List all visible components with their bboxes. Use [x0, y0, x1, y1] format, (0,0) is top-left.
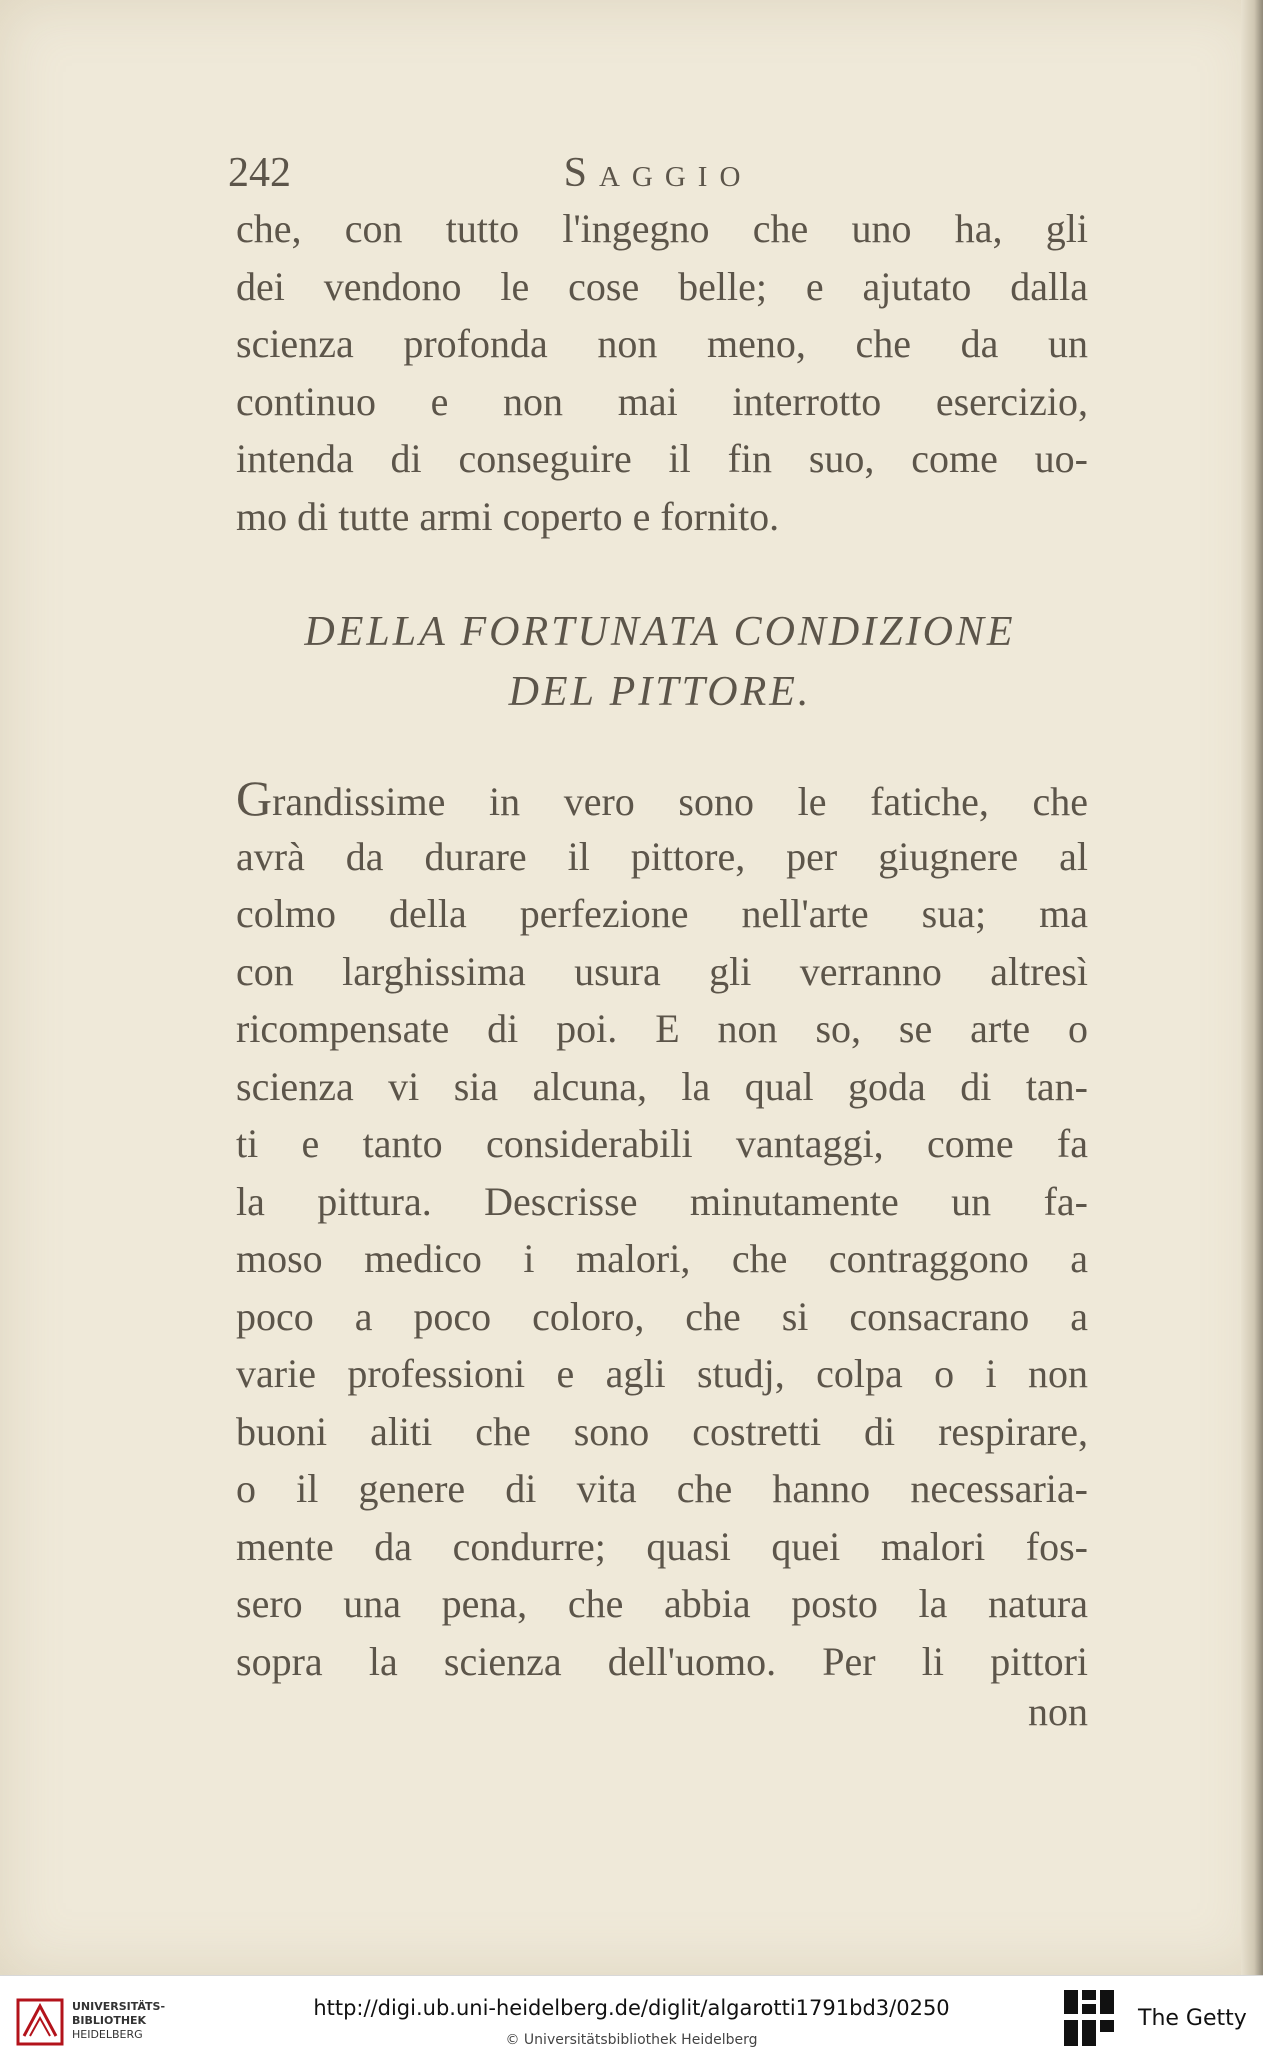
partner-name[interactable]: The Getty: [1138, 2006, 1247, 2031]
library-name-line: UNIVERSITÄTS-: [72, 2000, 166, 2013]
section-heading: [230, 602, 1090, 722]
text-line: ti e tanto considerabili vantaggi, come fa: [236, 1121, 1088, 1166]
text-line-first: [236, 770, 1088, 828]
text-line: avrà da durare il pittore, per giugnere al: [236, 833, 1088, 879]
text-line: la pittura. Descrisse minutamente un fa-: [236, 1178, 1088, 1224]
text-line: dei vendono le cose belle; e ajutato dalla: [236, 263, 1088, 309]
catchword: non: [1028, 1689, 1088, 1734]
text-line: varie professioni e agli studj, colpa o i non: [236, 1351, 1088, 1396]
page-header: [228, 148, 1088, 198]
text-line: o il genere di vita che hanno necessaria-: [236, 1466, 1088, 1511]
text-line: continuo e non mai interrotto esercizio,: [236, 378, 1088, 424]
text-line: con larghissima usura gli verranno altresì: [236, 948, 1088, 994]
text-line: mente da condurre; quasi quei malori fos-: [236, 1523, 1088, 1569]
page-number: 242: [228, 150, 291, 196]
heading-line: DEL PITTORE.: [508, 669, 812, 715]
heading-line: DELLA FORTUNATA CONDIZIONE: [304, 609, 1016, 655]
text-line: scienza vi sia alcuna, la qual goda di tan-: [236, 1063, 1088, 1109]
text-line: che, con tutto l'ingegno che uno ha, gli: [236, 206, 1088, 251]
getty-logo-icon: [1062, 1988, 1116, 2050]
text-line: buoni aliti che sono costretti di respirare,: [236, 1408, 1088, 1454]
text-line: mo di tutte armi coperto e fornito.: [236, 493, 780, 539]
text-line: colmo della perfezione nell'arte sua; ma: [236, 891, 1088, 936]
paragraph-continued: [236, 200, 1088, 545]
paragraph-main: [236, 770, 1088, 1690]
text-line: scienza profonda non meno, che da un: [236, 321, 1088, 366]
first-line-rest: randissime in vero sono le fatiche, che: [272, 779, 1088, 824]
drop-capital: G: [236, 770, 273, 826]
copyright-notice: © Universitätsbibliothek Heidelberg: [505, 2032, 758, 2048]
text-line: sero una pena, che abbia posto la natura: [236, 1581, 1088, 1626]
library-name-line: BIBLIOTHEK: [72, 2014, 147, 2027]
text-line: poco a poco coloro, che si consacrano a: [236, 1293, 1088, 1339]
library-name-line: HEIDELBERG: [72, 2028, 143, 2041]
text-line: moso medico i malori, che contraggono a: [236, 1236, 1088, 1281]
text-line: sopra la scienza dell'uomo. Per li pittori: [236, 1638, 1088, 1684]
text-line: ricompensate di poi. E non so, se arte o: [236, 1006, 1088, 1051]
permalink-url[interactable]: http://digi.ub.uni-heidelberg.de/diglit/algarotti1791bd3/0250: [313, 1996, 950, 2020]
viewer-footer: [0, 1975, 1263, 2066]
text-line: intenda di conseguire il fin suo, come uo-: [236, 436, 1088, 481]
running-head: Saggio: [563, 150, 753, 196]
page-spine-edge: [1241, 0, 1263, 1975]
